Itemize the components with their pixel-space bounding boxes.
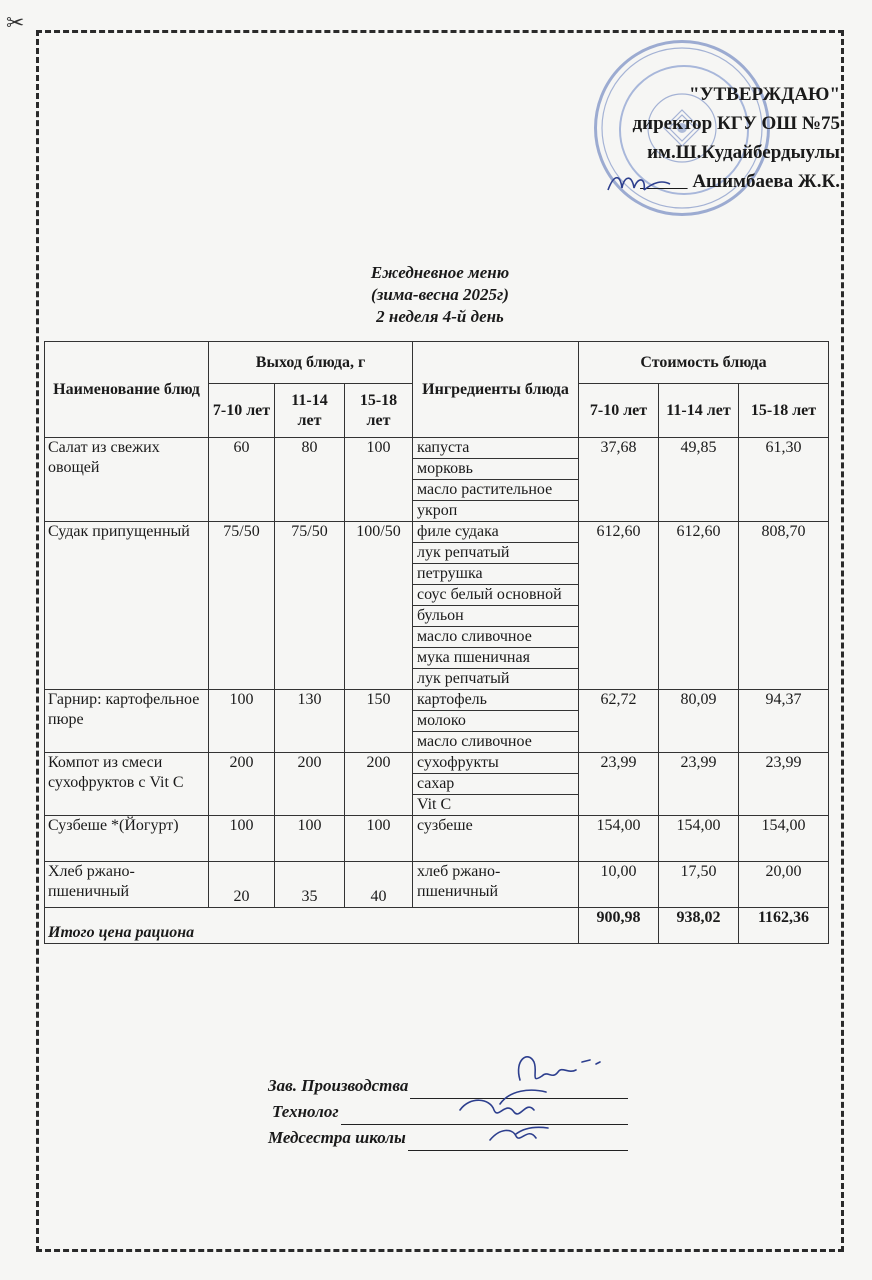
approval-name: Ашимбаева Ж.К.: [692, 171, 840, 192]
table-row: [45, 522, 829, 543]
cost-value: 37,68: [579, 438, 659, 522]
header-cost: Стоимость блюда: [579, 342, 829, 384]
approval-heading: "УТВЕРЖДАЮ": [689, 84, 840, 105]
output-value: 40: [345, 862, 413, 908]
ingredient: лук репчатый: [413, 543, 579, 564]
cost-value: 20,00: [739, 862, 829, 908]
table-row: [45, 862, 829, 908]
output-value: 100: [345, 438, 413, 522]
cost-value: 154,00: [579, 816, 659, 862]
cost-value: 61,30: [739, 438, 829, 522]
cost-value: 80,09: [659, 690, 739, 753]
ingredient: капуста: [413, 438, 579, 459]
director-signature: [604, 168, 674, 198]
output-value: 100/50: [345, 522, 413, 690]
menu-table: [44, 341, 829, 944]
approval-position: директор КГУ ОШ №75: [632, 113, 840, 134]
header-output-age-11-14: 11-14 лет: [275, 384, 345, 438]
output-value: 75/50: [209, 522, 275, 690]
header-cost-age-15-18: 15-18 лет: [739, 384, 829, 438]
ingredient: бульон: [413, 606, 579, 627]
document-title: [300, 262, 580, 328]
ingredient: сахар: [413, 774, 579, 795]
header-cost-age-7-10: 7-10 лет: [579, 384, 659, 438]
title-line-2: (зима-весна 2025г): [371, 285, 509, 304]
dish-name: Судак припущенный: [45, 522, 209, 690]
output-value: 130: [275, 690, 345, 753]
dish-name: Хлеб ржано-пшеничный: [45, 862, 209, 908]
ingredient: масло сливочное: [413, 732, 579, 753]
total-row: [45, 908, 829, 944]
cost-value: 17,50: [659, 862, 739, 908]
output-value: 150: [345, 690, 413, 753]
ingredient: укроп: [413, 501, 579, 522]
output-value: 200: [209, 753, 275, 816]
cost-value: 49,85: [659, 438, 739, 522]
technologist-label: Технолог: [272, 1102, 339, 1121]
output-value: 200: [345, 753, 413, 816]
table-row: [45, 753, 829, 774]
ingredient: сухофрукты: [413, 753, 579, 774]
cost-value: 23,99: [579, 753, 659, 816]
output-value: 100: [209, 690, 275, 753]
dish-name: Гарнир: картофельное пюре: [45, 690, 209, 753]
total-value: 900,98: [579, 908, 659, 944]
ingredient: хлеб ржано-пшеничный: [413, 862, 579, 908]
ingredient: сузбеше: [413, 816, 579, 862]
table-row: [45, 438, 829, 459]
cost-value: 62,72: [579, 690, 659, 753]
ingredient: лук репчатый: [413, 669, 579, 690]
output-value: 100: [275, 816, 345, 862]
header-output-age-7-10: 7-10 лет: [209, 384, 275, 438]
production-label: Зав. Производства: [268, 1076, 409, 1095]
cost-value: 808,70: [739, 522, 829, 690]
cost-value: 154,00: [739, 816, 829, 862]
table-row: [45, 690, 829, 711]
cost-value: 10,00: [579, 862, 659, 908]
cost-value: 94,37: [739, 690, 829, 753]
output-value: 100: [209, 816, 275, 862]
dish-name: Компот из смеси сухофруктов с Vit C: [45, 753, 209, 816]
output-value: 100: [345, 816, 413, 862]
header-cost-age-11-14: 11-14 лет: [659, 384, 739, 438]
cost-value: 612,60: [579, 522, 659, 690]
output-value: 20: [209, 862, 275, 908]
ingredient: филе судака: [413, 522, 579, 543]
output-value: 200: [275, 753, 345, 816]
dish-name: Сузбеше *(Йогурт): [45, 816, 209, 862]
ingredient: масло растительное: [413, 480, 579, 501]
total-value: 1162,36: [739, 908, 829, 944]
ingredient: Vit C: [413, 795, 579, 816]
output-value: 60: [209, 438, 275, 522]
ingredient: мука пшеничная: [413, 648, 579, 669]
ingredient: петрушка: [413, 564, 579, 585]
ingredient: молоко: [413, 711, 579, 732]
approval-school: им.Ш.Кудайбердыулы: [647, 142, 840, 163]
output-value: 75/50: [275, 522, 345, 690]
cost-value: 612,60: [659, 522, 739, 690]
header-output-age-15-18: 15-18 лет: [345, 384, 413, 438]
total-value: 938,02: [659, 908, 739, 944]
table-row: [45, 816, 829, 862]
title-line-1: Ежедневное меню: [370, 263, 510, 282]
output-value: 35: [275, 862, 345, 908]
cost-value: 23,99: [659, 753, 739, 816]
dish-name: Салат из свежих овощей: [45, 438, 209, 522]
nurse-label: Медсестра школы: [268, 1128, 406, 1147]
ingredient: масло сливочное: [413, 627, 579, 648]
handwritten-signatures: [450, 1040, 620, 1150]
output-value: 80: [275, 438, 345, 522]
ingredient: морковь: [413, 459, 579, 480]
cost-value: 23,99: [739, 753, 829, 816]
header-ingredients: Ингредиенты блюда: [413, 342, 579, 438]
header-output: Выход блюда, г: [209, 342, 413, 384]
header-dish: Наименование блюд: [45, 342, 209, 438]
cost-value: 154,00: [659, 816, 739, 862]
ingredient: картофель: [413, 690, 579, 711]
total-label: Итого цена рациона: [45, 908, 579, 944]
ingredient: соус белый основной: [413, 585, 579, 606]
scissors-icon: ✂: [6, 10, 25, 35]
title-line-3: 2 неделя 4-й день: [376, 307, 504, 326]
